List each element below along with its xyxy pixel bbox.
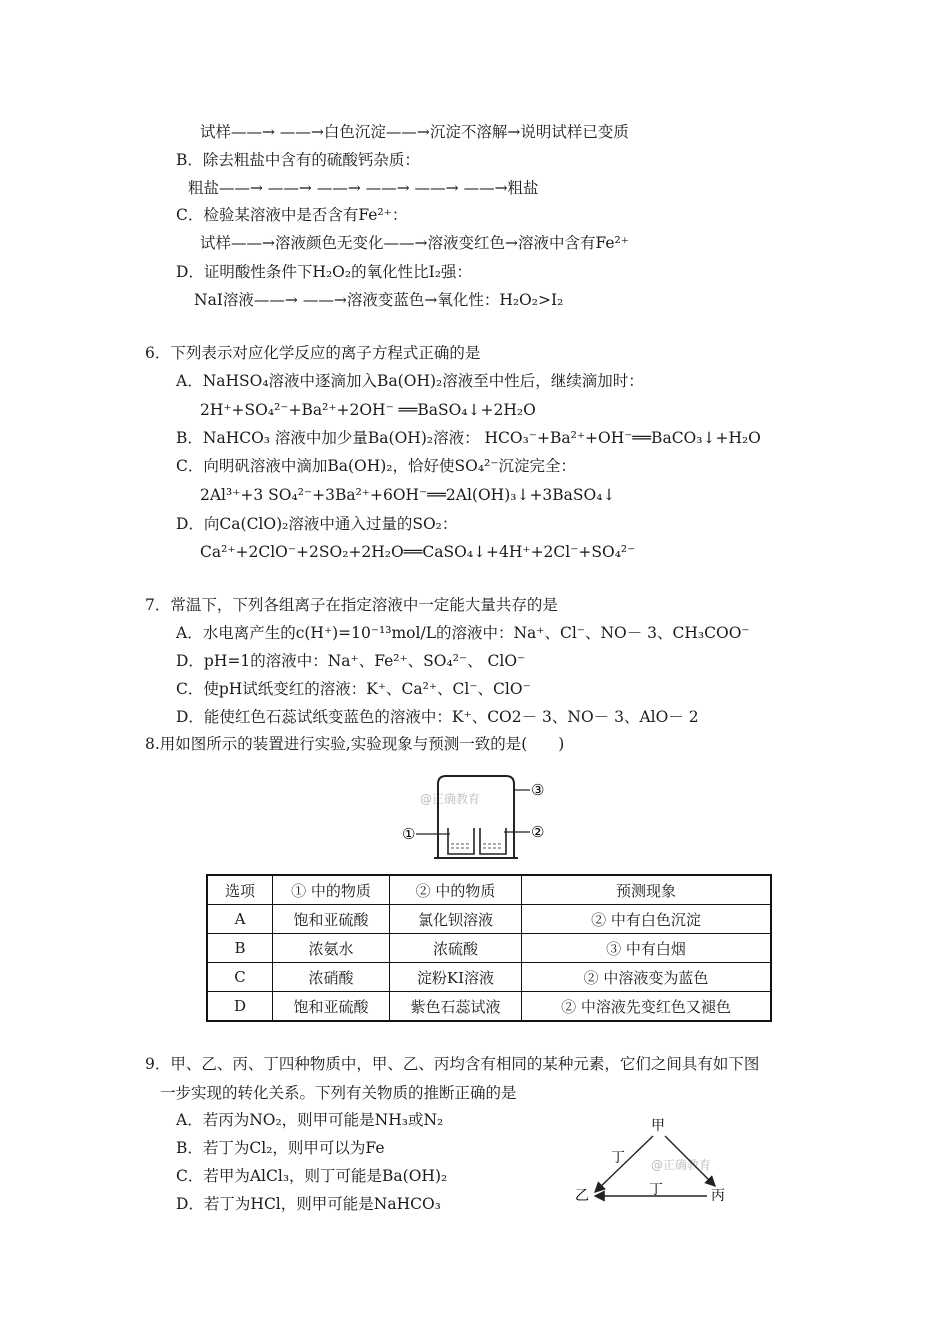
table-row <box>207 963 771 992</box>
q9-option-d: D．若丁为HCl，则甲可能是NaHCO₃ <box>176 1195 441 1213</box>
table-header-row <box>207 875 771 905</box>
table-header: ① 中的物质 <box>273 875 390 905</box>
q7-stem: 7．常温下，下列各组离子在指定溶液中一定能大量共存的是 <box>145 596 558 614</box>
q6-a-equation: 2H⁺+SO₄²⁻+Ba²⁺+2OH⁻ ══BaSO₄↓+2H₂O <box>200 401 536 419</box>
q6-option-b: B．NaHCO₃ 溶液中加少量Ba(OH)₂溶液： HCO₃⁻+Ba²⁺+OH⁻══BaCO₃↓+H₂O <box>176 429 761 447</box>
q7-option-c: C．使pH试纸变红的溶液：K⁺、Ca²⁺、Cl⁻、ClO⁻ <box>176 680 531 698</box>
table-header: ② 中的物质 <box>390 875 522 905</box>
edge-label-ding-2: 丁 <box>649 1182 663 1198</box>
table-cell: 紫色石蕊试液 <box>390 992 522 1022</box>
q7-option-b: D．pH=1的溶液中：Na⁺、Fe²⁺、SO₄²⁻、 ClO⁻ <box>176 652 526 670</box>
q6-option-c: C．向明矾溶液中滴加Ba(OH)₂，恰好使SO₄²⁻沉淀完全： <box>176 457 576 475</box>
q5-a-flow: 试样——→ ——→白色沉淀——→沉淀不溶解→说明试样已变质 <box>200 123 629 141</box>
q9-conversion-diagram <box>575 1112 735 1210</box>
q6-d-equation: Ca²⁺+2ClO⁻+2SO₂+2H₂O══CaSO₄↓+4H⁺+2Cl⁻+SO₄²⁻ <box>200 543 636 561</box>
node-jia: 甲 <box>651 1118 665 1134</box>
table-row <box>207 992 771 1022</box>
q9-option-a: A．若丙为NO₂，则甲可能是NH₃或N₂ <box>176 1111 444 1129</box>
q6-c-equation: 2Al³⁺+3 SO₄²⁻+3Ba²⁺+6OH⁻══2Al(OH)₃↓+3BaSO₄↓ <box>200 486 616 504</box>
q6-stem: 6．下列表示对应化学反应的离子方程式正确的是 <box>145 344 481 362</box>
q8-apparatus-figure <box>398 770 558 862</box>
table-cell: ② 中有白色沉淀 <box>522 905 772 934</box>
table-header: 预测现象 <box>522 875 772 905</box>
node-yi: 乙 <box>575 1188 589 1204</box>
q9-stem-line1: 9．甲、乙、丙、丁四种物质中，甲、乙、丙均含有相同的某种元素，它们之间具有如下图 <box>145 1055 760 1073</box>
table-cell: 浓氨水 <box>273 934 390 963</box>
table-cell: 浓硝酸 <box>273 963 390 992</box>
table-cell: 饱和亚硫酸 <box>273 992 390 1022</box>
table-cell: ② 中溶液先变红色又褪色 <box>522 992 772 1022</box>
q7-option-a: A．水电离产生的c(H⁺)=10⁻¹³mol/L的溶液中：Na⁺、Cl⁻、NO－ 3、CH₃COO⁻ <box>176 624 750 642</box>
q6-option-a: A．NaHSO₄溶液中逐滴加入Ba(OH)₂溶液至中性后，继续滴加时： <box>176 372 644 390</box>
q8-stem: 8.用如图所示的装置进行实验,实验现象与预测一致的是( ) <box>145 735 565 753</box>
table-cell: ② 中溶液变为蓝色 <box>522 963 772 992</box>
q5-option-c: C．检验某溶液中是否含有Fe²⁺： <box>176 206 408 224</box>
q8-label-2: ② <box>531 823 545 841</box>
q9-option-b: B．若丁为Cl₂，则甲可以为Fe <box>176 1139 385 1157</box>
q6-option-d: D．向Ca(ClO)₂溶液中通入过量的SO₂： <box>176 515 458 533</box>
table-cell: 氯化钡溶液 <box>390 905 522 934</box>
q7-option-d: D．能使红色石蕊试纸变蓝色的溶液中：K⁺、CO2－ 3、NO－ 3、AlO－ 2 <box>176 708 699 726</box>
table-cell: A <box>207 905 273 934</box>
table-cell: B <box>207 934 273 963</box>
q5-d-flow: NaI溶液——→ ——→溶液变蓝色→氧化性：H₂O₂>I₂ <box>194 291 564 309</box>
q8-figure-watermark: @正确教育 <box>420 792 481 806</box>
q9-stem-line2: 一步实现的转化关系。下列有关物质的推断正确的是 <box>160 1084 517 1102</box>
table-cell: C <box>207 963 273 992</box>
q5-c-flow: 试样——→溶液颜色无变化——→溶液变红色→溶液中含有Fe²⁺ <box>200 234 629 252</box>
node-bing: 丙 <box>711 1188 725 1204</box>
edge-label-ding-1: 丁 <box>611 1150 625 1166</box>
table-cell: ③ 中有白烟 <box>522 934 772 963</box>
q8-table <box>206 874 772 1022</box>
table-cell: D <box>207 992 273 1022</box>
q5-b-flow: 粗盐——→ ——→ ——→ ——→ ——→ ——→粗盐 <box>188 179 539 197</box>
table-cell: 淀粉KI溶液 <box>390 963 522 992</box>
q8-label-1: ① <box>402 825 416 843</box>
table-row <box>207 934 771 963</box>
q5-option-d: D．证明酸性条件下H₂O₂的氧化性比I₂强： <box>176 263 472 281</box>
table-cell: 浓硫酸 <box>390 934 522 963</box>
q5-option-b: B．除去粗盐中含有的硫酸钙杂质： <box>176 151 420 169</box>
q9-figure-watermark: @正确教育 <box>651 1158 712 1172</box>
table-cell: 饱和亚硫酸 <box>273 905 390 934</box>
q8-label-3: ③ <box>531 781 545 799</box>
table-row <box>207 905 771 934</box>
table-header: 选项 <box>207 875 273 905</box>
q9-option-c: C．若甲为AlCl₃，则丁可能是Ba(OH)₂ <box>176 1167 448 1185</box>
